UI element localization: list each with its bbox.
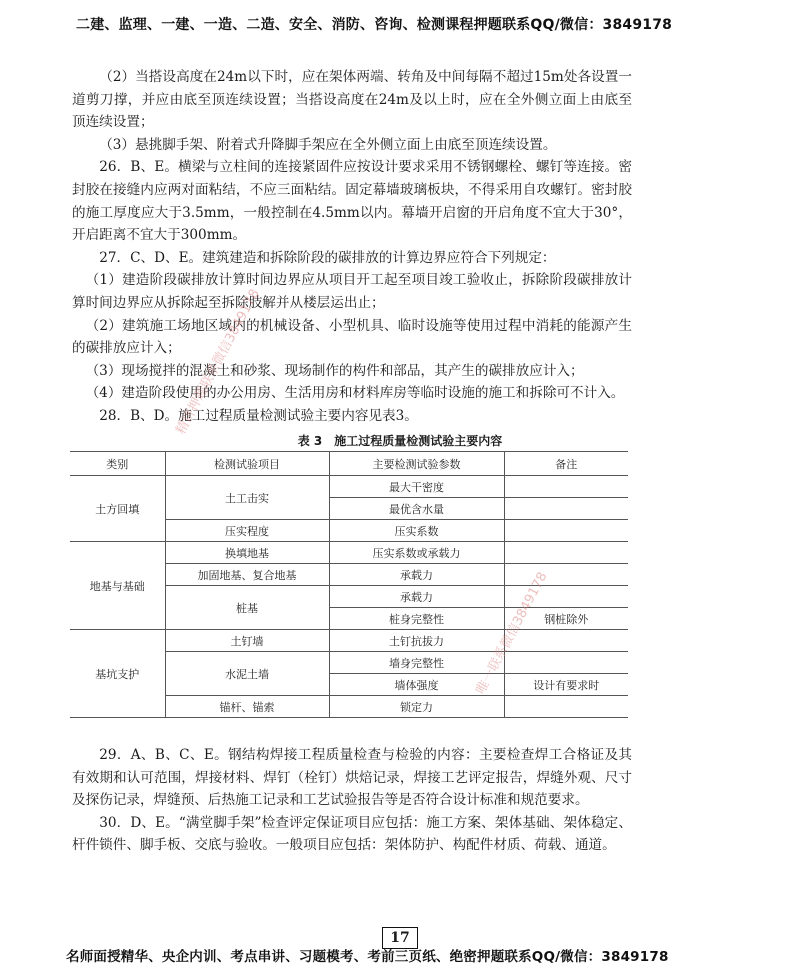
param-cell: 土钉抗拔力 [329,630,504,652]
category-cell: 地基与基础 [70,542,165,630]
note-cell: 钢桩除外 [504,608,628,630]
note-cell [504,652,628,674]
paragraph: （3）现场搅拌的混凝土和砂浆、现场制作的构件和部品，其产生的碳排放应计入； [85,362,584,379]
table-header-cell: 备注 [504,452,628,476]
item-cell: 锚杆、锚索 [165,696,329,718]
paragraph: 29．A、B、C、E。钢结构焊接工程质量检查与检验的内容：主要检查焊工合格证及其有效期和认可范围，焊接材料、焊钉（栓钉）烘焙记录，焊接工艺评定报告，焊缝外观、尺寸及探伤记录，焊缝预、后热施工记录和工艺试验报告等是否符合设计标准和规范要求。 [72,747,632,809]
paragraph: 28．B、D。施工过程质量检测试验主要内容见表3。 [99,407,418,424]
note-cell [504,630,628,652]
item-cell: 桩基 [165,586,329,630]
param-cell: 锁定力 [329,696,504,718]
param-cell: 承载力 [329,586,504,608]
item-cell: 土工击实 [165,476,329,520]
item-cell: 土钉墙 [165,630,329,652]
param-cell: 承载力 [329,564,504,586]
bottom-contact-banner: 名师面授精华、央企内训、考点串讲、习题模考、考前三页纸、绝密押题联系QQ/微信：3849178 [66,949,669,965]
paragraph: （2）当搭设高度在24m以下时，应在架体两端、转角及中间每隔不超过15m处各设置一道剪刀撑，并应由底至顶连续设置；当搭设高度在24m及以上时，应在全外侧立面上由底至顶连续设置； [72,69,632,131]
item-cell: 压实程度 [165,520,329,542]
note-cell [504,476,628,498]
paragraph: 27．C、D、E。建筑建造和拆除阶段的碳排放的计算边界应符合下列规定： [99,249,556,266]
category-cell: 土方回填 [70,476,165,542]
param-cell: 桩身完整性 [329,608,504,630]
paragraph: 26．B、E。横梁与立柱间的连接紧固件应按设计要求采用不锈钢螺栓、螺钉等连接。密封胶在接缝内应两对面粘结，不应三面粘结。固定幕墙玻璃板块，不得采用自攻螺钉。密封胶的施工厚度应大于3.5mm，一般控制在4.5mm以内。幕墙开启窗的开启角度不宜大于30°，开启距离不宜大于300mm。 [72,159,632,244]
note-cell [504,564,628,586]
table-caption: 表 3 施工过程质量检测试验主要内容 [297,434,503,448]
answer-text-bottom [72,744,632,857]
table-header-row [70,452,628,476]
note-cell [504,520,628,542]
param-cell: 墙身完整性 [329,652,504,674]
note-cell [504,498,628,520]
paragraph: 30．D、E。“满堂脚手架”检查评定保证项目应包括：施工方案、架体基础、架体稳定、杆件锁件、脚手板、交底与验收。一般项目应包括：架体防护、构配件材质、荷载、通道。 [72,814,632,854]
note-cell: 设计有要求时 [504,674,628,696]
note-cell [504,542,628,564]
item-cell: 换填地基 [165,542,329,564]
table-row [70,630,628,652]
table-header-cell: 检测试验项目 [165,452,329,476]
top-contact-banner: 二建、监理、一建、一造、二造、安全、消防、咨询、检测课程押题联系QQ/微信：3849178 [76,17,673,33]
table-row [70,542,628,564]
param-cell: 压实系数 [329,520,504,542]
table-header-cell: 主要检测试验参数 [329,452,504,476]
watermark-text: 唯一联系微信3849178 [473,569,551,697]
page-number: 17 [382,927,418,949]
paragraph: （3）悬挑脚手架、附着式升降脚手架应在全外侧立面上由底至顶连续设置。 [99,136,557,153]
paragraph: （2）建筑施工场地区域内的机械设备、小型机具、临时设施等使用过程中消耗的能源产生的碳排放应计入； [72,317,632,357]
param-cell: 墙体强度 [329,674,504,696]
param-cell: 最大干密度 [329,476,504,498]
watermark-text: 精讲押题联系微信3849178 [173,286,263,437]
item-cell: 加固地基、复合地基 [165,564,329,586]
paragraph: （1）建造阶段碳排放计算时间边界应从项目开工起至项目竣工验收止，拆除阶段碳排放计算时间边界应从拆除起至拆除肢解并从楼层运出止； [72,272,632,311]
category-cell: 基坑支护 [70,630,165,718]
param-cell: 压实系数或承载力 [329,542,504,564]
item-cell: 水泥土墙 [165,652,329,696]
answer-text-top [72,66,632,428]
table-header-cell: 类别 [70,452,165,476]
paragraph: （4）建造阶段使用的办公用房、生活用房和材料库房等临时设施的施工和拆除可不计入。 [85,385,625,402]
table-row [70,476,628,498]
note-cell [504,696,628,718]
param-cell: 最优含水量 [329,498,504,520]
